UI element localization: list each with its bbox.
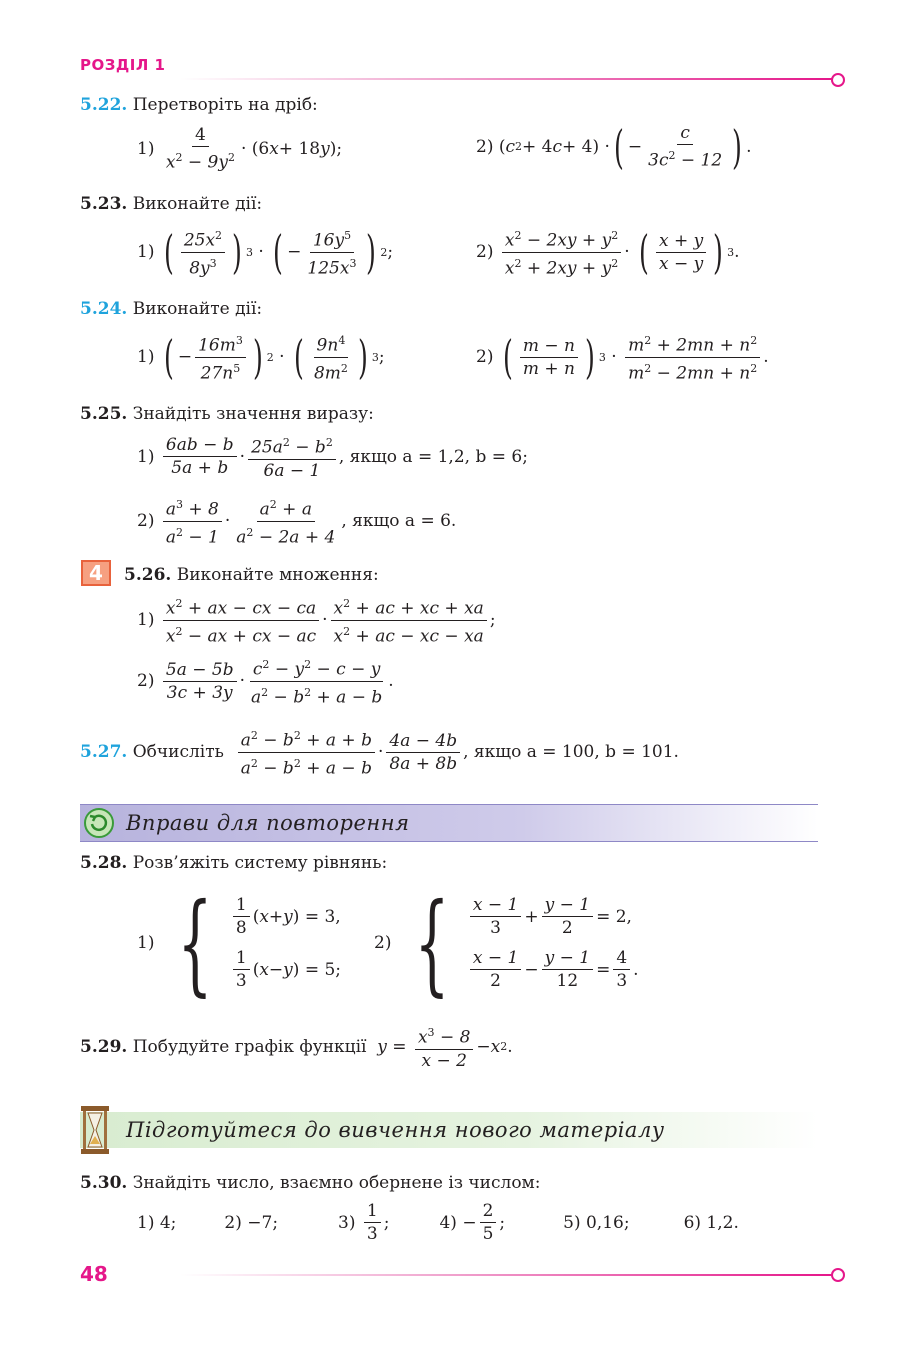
header-rule-dot [831, 73, 845, 87]
task-number: 5.26. [124, 565, 172, 585]
page-number: 48 [80, 1262, 108, 1286]
task-5-28-item-2: 2) { $\frac{x - 1}{3}$ + $\frac{y - 1}{2}$ = 2, $\frac{x - 1}{2}$ − $\frac{y - 1}{12}$ = $\frac{4}{3}$ . [374, 879, 639, 1007]
banner-title: Підготуйтеся до вивчення нового матеріалу [126, 1118, 665, 1142]
task-5-25-heading [80, 403, 374, 425]
task-5-24-item-2: 2) ( $\frac{m - n}{m + n}$ ) 3 · $\frac{m^2 + 2mn + n^2}{m^2 - 2mn + n^2}$ . [476, 330, 769, 385]
task-title: Виконайте дії: [132, 299, 263, 319]
task-number: 5.25. [80, 404, 128, 424]
task-number: 5.29. [80, 1036, 128, 1057]
task-5-23-item-1: 1) ( $\frac{25x^2}{8y^3}$ ) 3 · ( − $\frac{16y^5}{125x^3}$ ) 2 ; [137, 225, 394, 280]
task-5-28-item-1: 1) { $\frac{1}{8}$ ( x + y ) = 3, $\frac{1}{3}$ ( x − y ) = 5; [137, 879, 342, 1007]
section-label: РОЗДІЛ 1 [80, 56, 166, 74]
task-title: Обчисліть [132, 742, 224, 763]
task-number: 5.22. [80, 95, 128, 115]
task-5-26-item-1: 1) $\frac{x^2 + ax - cx - ca}{x^2 - ax + cx - ac}$ · $\frac{x^2 + ac + xc + xa}{x^2 + ac - xc - xa}$ ; [137, 593, 496, 647]
level-badge: 4 [81, 560, 111, 586]
task-number: 5.27. [80, 742, 128, 763]
task-5-25-item-2: 2) $\frac{a^3 + 8}{a^2 - 1}$ · $\frac{a^2 + a}{a^2 - 2a + 4}$ , якщо a = 6. [137, 494, 456, 548]
task-5-27: 5.27. Обчисліть $\frac{a^2 - b^2 + a + b}{a^2 - b^2 + a - b}$ · $\frac{4a - 4b}{8a + 8b}$ , якщо a = 100, b = 101. [80, 725, 679, 779]
task-5-30-items: 1) 4; 2) −7; 3) $\frac{1}{3}$ ; 4) − $\frac{2}{5}$ ; 5) 0,16; 6) 1,2. [137, 1201, 739, 1244]
task-title: Виконайте дії: [132, 194, 263, 214]
task-5-24-item-1: 1) ( − $\frac{16m^3}{27n^5}$ ) 2 · ( $\frac{9n^4}{8m^2}$ ) 3 ; [137, 330, 385, 385]
task-5-23-item-2: 2) $\frac{x^2 - 2xy + y^2}{x^2 + 2xy + y^2}$ · ( $\frac{x + y}{x - y}$ ) 3 . [476, 225, 740, 280]
task-5-24-heading [80, 298, 262, 320]
task-5-22-item-1: 1) $\frac{4}{x^2 - 9y^2}$ · (6 x + 18 y ); [137, 125, 343, 173]
task-number: 5.28. [80, 853, 128, 873]
task-5-29: 5.29. Побудуйте графік функції y = $\frac{x^3 - 8}{x - 2}$ − x 2 . [80, 1022, 513, 1072]
task-title: Перетворіть на дріб: [132, 95, 318, 115]
task-number: 5.30. [80, 1173, 128, 1193]
banner-title: Вправи для повторення [126, 811, 410, 835]
condition-text: , якщо a = 1,2, b = 6; [338, 446, 528, 467]
task-title: Знайдіть значення виразу: [132, 404, 374, 424]
condition-text: , якщо a = 100, b = 101. [463, 742, 679, 763]
task-number: 5.24. [80, 299, 128, 319]
task-5-26-item-2: 2) $\frac{5a - 5b}{3c + 3y}$ · $\frac{c^2 - y^2 - c - y}{a^2 - b^2 + a - b}$ . [137, 654, 394, 708]
footer-rule-dot [831, 1268, 845, 1282]
task-title: Виконайте множення: [176, 565, 379, 585]
task-5-25-item-1: 1) $\frac{6ab - b}{5a + b}$ · $\frac{25a^2 - b^2}{6a - 1}$ , якщо a = 1,2, b = 6; [137, 432, 528, 482]
banner-repeat [80, 804, 818, 842]
task-5-23-heading [80, 193, 262, 215]
task-title: Побудуйте графік функції [132, 1036, 367, 1057]
hourglass-icon [80, 1105, 110, 1155]
condition-text: , якщо a = 6. [341, 511, 457, 532]
task-5-30-heading [80, 1172, 541, 1194]
task-5-22-heading [80, 94, 318, 116]
task-number: 5.23. [80, 194, 128, 214]
task-5-22-item-2: 2) ( c 2 + 4 c + 4) · ( − $\frac{c}{3c^2 - 12}$ ) . [476, 119, 752, 174]
task-5-28-heading [80, 852, 387, 874]
circular-arrow-icon [84, 808, 114, 838]
task-title: Знайдіть число, взаємно обернене із числом: [132, 1173, 541, 1193]
banner-prepare [80, 1112, 818, 1148]
header-rule [180, 78, 832, 80]
footer-rule [180, 1274, 832, 1276]
task-5-26-heading [124, 564, 379, 586]
task-title: Розв’яжіть систему рівнянь: [132, 853, 388, 873]
